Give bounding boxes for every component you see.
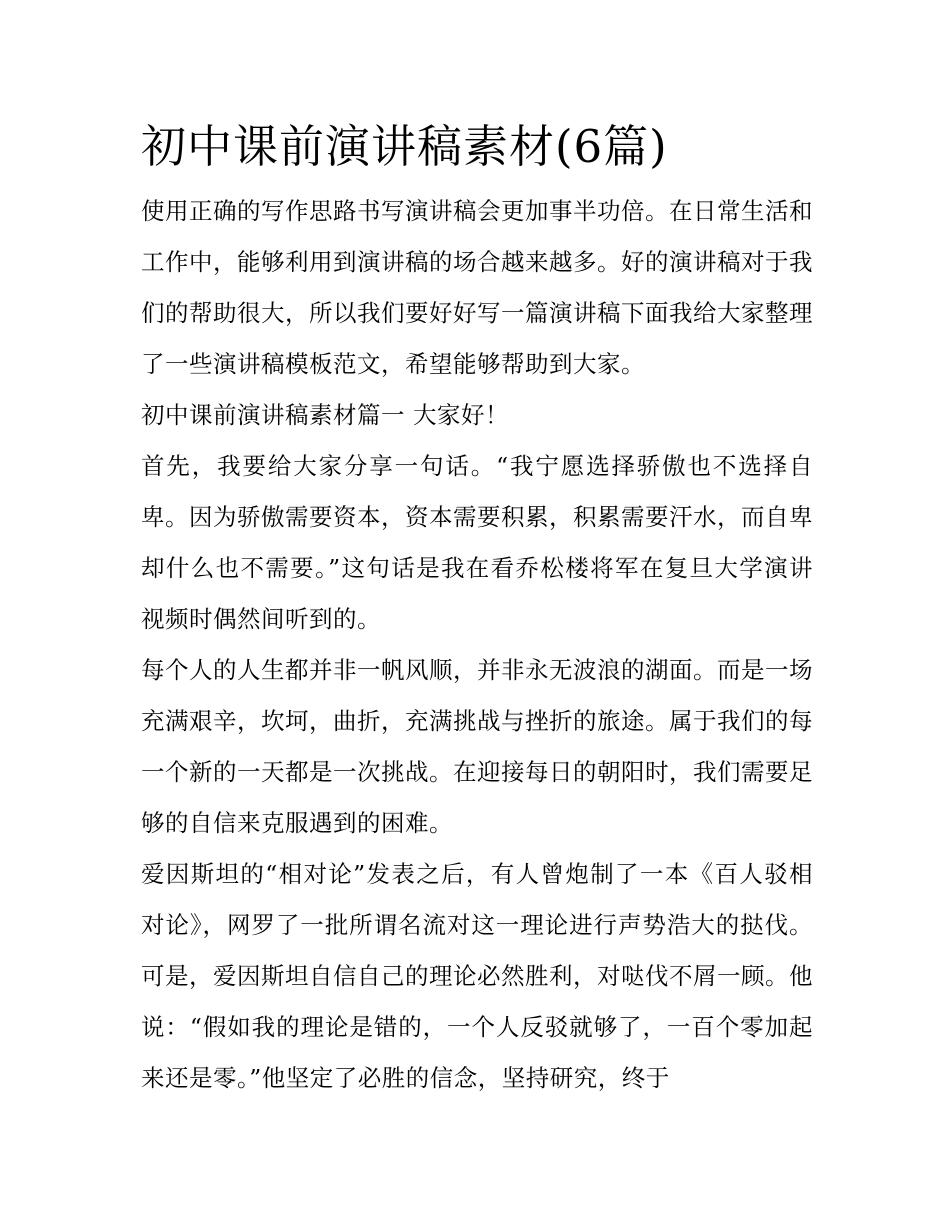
- document-content: [141, 112, 813, 1104]
- paragraph-life-journey: 每个人的人生都并非一帆风顺，并非永无波浪的湖面。而是一场充满艰辛，坎坷，曲折，充满挑战与挫折的旅途。属于我们的每一个新的一天都是一次挑战。在迎接每日的朝阳时，我们需要足够的自信来克服遇到的困难。: [141, 656, 813, 837]
- paragraph-quote: 首先，我要给大家分享一句话。“我宁愿选择骄傲也不选择自卑。因为骄傲需要资本，资本需要积累，积累需要汗水，而自卑却什么也不需要。”这句话是我在看乔松楼将军在复旦大学演讲视频时偶然间听到的。: [141, 452, 813, 633]
- paragraph-section-heading: 初中课前演讲稿素材篇一 大家好！: [141, 401, 509, 429]
- document-body: [141, 186, 813, 1104]
- paragraph-intro: 使用正确的写作思路书写演讲稿会更加事半功倍。在日常生活和工作中，能够利用到演讲稿的场合越来越多。好的演讲稿对于我们的帮助很大，所以我们要好好写一篇演讲稿下面我给大家整理了一些演讲稿模板范文，希望能够帮助到大家。: [141, 197, 813, 378]
- paragraph-einstein: 爱因斯坦的“相对论”发表之后，有人曾炮制了一本《百人驳相对论》，网罗了一批所谓名流对这一理论进行声势浩大的挞伐。可是，爱因斯坦自信自己的理论必然胜利，对哒伐不屑一顾。他说：“假如我的理论是错的，一个人反驳就够了，一百个零加起来还是零。”他坚定了必胜的信念，坚持研究，终于: [141, 860, 813, 1092]
- document-title: 初中课前演讲稿素材(6篇): [141, 120, 668, 173]
